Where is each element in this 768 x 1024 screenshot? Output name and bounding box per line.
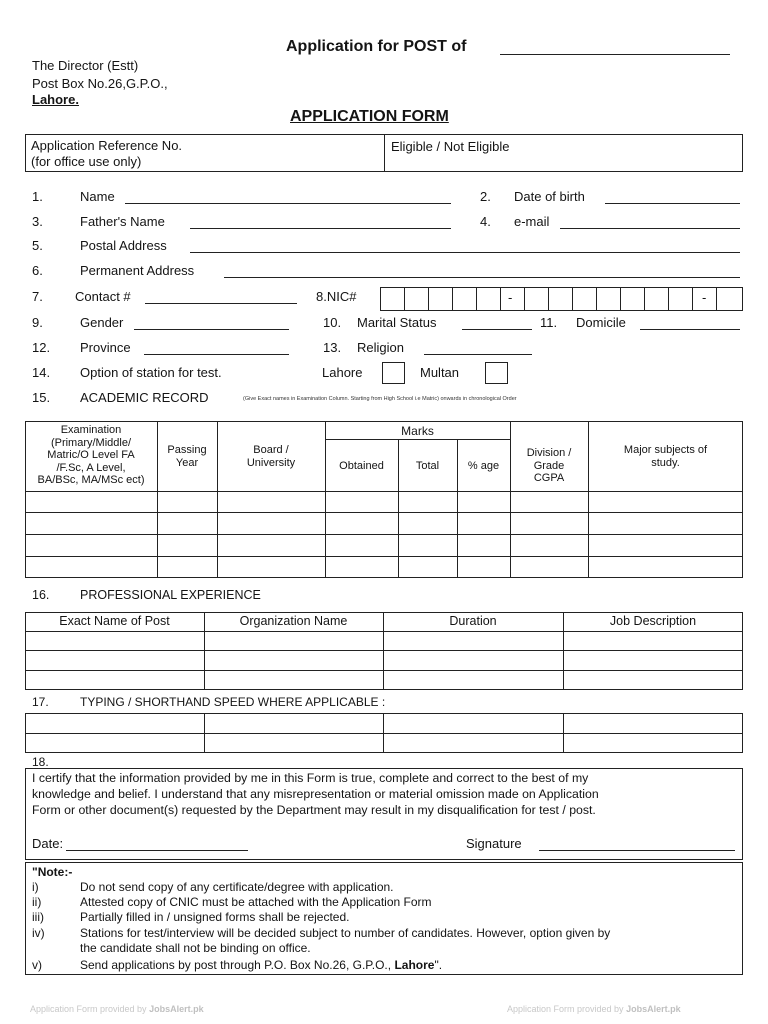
note-5-text-end: ". <box>434 958 443 972</box>
footer-right-text: Application Form provided by <box>507 1004 624 1014</box>
nic-divider <box>428 287 429 311</box>
note-4-text-line-2: the candidate shall not be binding on office. <box>80 941 311 955</box>
field-17-number: 17. <box>32 695 49 709</box>
col-division-line: CGPA <box>533 472 565 484</box>
table-row-line <box>25 631 743 632</box>
note-4-number: iv) <box>32 926 45 940</box>
name-field[interactable] <box>125 203 451 204</box>
nic-divider <box>524 287 525 311</box>
eligibility-label: Eligible / Not Eligible <box>391 139 510 154</box>
form-title: APPLICATION FORM <box>290 108 449 125</box>
field-12-number: 12. <box>32 340 51 355</box>
col-examination-header <box>25 424 157 487</box>
col-post-name-header: Exact Name of Post <box>59 614 170 628</box>
nic-dash-1: - <box>508 290 513 305</box>
address-line-2: Post Box No.26,G.P.O., <box>32 76 168 91</box>
signature-label: Signature <box>466 836 522 851</box>
typing-speed-heading: TYPING / SHORTHAND SPEED WHERE APPLICABLE : <box>80 695 386 709</box>
note-5-lahore: Lahore <box>394 958 435 972</box>
col-division-line: Grade <box>533 459 565 472</box>
dob-field[interactable] <box>605 203 740 204</box>
note-2-text: Attested copy of CNIC must be attached with the Application Form <box>80 895 432 909</box>
field-6-number: 6. <box>32 263 43 278</box>
note-3-number: iii) <box>32 910 44 924</box>
col-major-line: study. <box>651 456 680 469</box>
table-row-line <box>25 512 743 513</box>
nic-divider <box>668 287 669 311</box>
col-passing-year-header <box>157 444 217 469</box>
note-4-text-line-1: Stations for test/interview will be decided subject to number of candidates. However, option given by <box>80 926 611 940</box>
note-1-number: i) <box>32 880 39 894</box>
note-2-number: ii) <box>32 895 42 909</box>
address-line-1: The Director (Estt) <box>32 58 139 73</box>
note-3-text: Partially filled in / unsigned forms shall be rejected. <box>80 910 350 924</box>
col-organization-header: Organization Name <box>239 614 348 628</box>
contact-field[interactable] <box>145 303 297 304</box>
col-job-description-header: Job Description <box>609 614 697 628</box>
col-duration-header: Duration <box>449 614 497 628</box>
post-title: Application for POST of <box>286 38 467 55</box>
footer-left-text: Application Form provided by <box>30 1004 147 1014</box>
nic-input-boxes[interactable] <box>380 287 743 311</box>
col-passing-line: Year <box>175 456 199 469</box>
nic-divider <box>620 287 621 311</box>
ref-no-label: Application Reference No. <box>31 138 183 153</box>
field-4-number: 4. <box>480 214 491 229</box>
field-10-number: 10. <box>323 315 342 330</box>
nic-divider <box>476 287 477 311</box>
table-col-line <box>510 421 511 578</box>
domicile-field[interactable] <box>640 329 740 330</box>
field-16-number: 16. <box>32 588 50 602</box>
religion-label: Religion <box>357 340 404 355</box>
col-board-line: Board / <box>253 444 289 456</box>
dob-label: Date of birth <box>514 189 585 204</box>
station-option-label: Option of station for test. <box>80 365 222 380</box>
declaration-text-line-1: I certify that the information provided by me in this Form is true, complete and correct to the best of my <box>32 771 589 785</box>
col-exam-line: Matric/O Level FA <box>47 449 135 461</box>
domicile-label: Domicile <box>576 315 626 330</box>
nic-dash-2: - <box>702 290 707 305</box>
table-row-line <box>325 439 510 440</box>
father-name-field[interactable] <box>190 228 451 229</box>
col-obtained-header: Obtained <box>339 460 384 472</box>
note-5-number: v) <box>32 958 42 972</box>
post-title-line[interactable] <box>500 54 730 55</box>
nic-divider <box>452 287 453 311</box>
gender-field[interactable] <box>134 329 289 330</box>
note-1-text: Do not send copy of any certificate/degree with application. <box>80 880 394 894</box>
gender-label: Gender <box>80 315 124 330</box>
date-label: Date: <box>32 836 64 851</box>
field-7-number: 7. <box>32 289 43 304</box>
table-row-line <box>25 733 743 734</box>
email-field[interactable] <box>560 228 740 229</box>
field-13-number: 13. <box>323 340 342 355</box>
nic-divider <box>548 287 549 311</box>
email-label: e-mail <box>514 214 550 229</box>
station-lahore-label: Lahore <box>322 365 363 380</box>
table-row-line <box>25 650 743 651</box>
province-field[interactable] <box>144 354 289 355</box>
field-15-number: 15. <box>32 390 51 405</box>
footer-left <box>30 1004 204 1014</box>
contact-label: Contact # <box>75 289 131 304</box>
station-lahore-checkbox[interactable] <box>382 362 405 384</box>
field-3-number: 3. <box>32 214 43 229</box>
marital-status-label: Marital Status <box>357 315 437 330</box>
religion-field[interactable] <box>424 354 532 355</box>
station-multan-label: Multan <box>420 365 460 380</box>
permanent-address-label: Permanent Address <box>80 263 195 278</box>
col-marks-header: Marks <box>401 424 434 438</box>
field-18-number: 18. <box>32 755 49 769</box>
table-col-line <box>325 421 326 578</box>
office-box-divider <box>384 134 385 172</box>
col-exam-line: BA/BSc, MA/MSc ect) <box>37 474 145 486</box>
academic-record-heading: ACADEMIC RECORD <box>80 390 209 405</box>
professional-experience-heading: PROFESSIONAL EXPERIENCE <box>80 588 261 602</box>
col-exam-line: /F.Sc, A Level, <box>56 461 126 474</box>
col-exam-line: (Primary/Middle/ <box>50 436 132 449</box>
col-exam-line: Examination <box>60 424 122 436</box>
footer-right-brand[interactable]: JobsAlert.pk <box>626 1004 681 1014</box>
note-5-text-start: Send applications by post through P.O. Box No.26, G.P.O., <box>80 958 392 972</box>
field-9-number: 9. <box>32 315 43 330</box>
nic-divider <box>404 287 405 311</box>
nic-divider <box>500 287 501 311</box>
address-line-3: Lahore. <box>32 92 79 107</box>
col-division-header <box>510 447 588 485</box>
footer-left-brand[interactable]: JobsAlert.pk <box>149 1004 204 1014</box>
nic-divider <box>596 287 597 311</box>
station-multan-checkbox[interactable] <box>485 362 508 384</box>
col-percentage-header: % age <box>467 460 500 472</box>
ref-no-sublabel: (for office use only) <box>31 154 142 169</box>
col-board-line: University <box>246 456 296 469</box>
field-2-number: 2. <box>480 189 491 204</box>
nic-divider <box>644 287 645 311</box>
nic-divider <box>692 287 693 311</box>
nic-divider <box>716 287 717 311</box>
col-total-header: Total <box>415 460 440 472</box>
field-5-number: 5. <box>32 238 43 253</box>
field-14-number: 14. <box>32 365 51 380</box>
academic-record-note: (Give Exact names in Examination Column. Starting from High School i.e Matric) onwards in chronological Order <box>243 396 517 402</box>
col-division-line: Division / <box>526 447 572 459</box>
nic-divider <box>572 287 573 311</box>
col-major-subjects-header <box>588 444 743 469</box>
postal-address-field[interactable] <box>190 252 740 253</box>
father-name-label: Father's Name <box>80 214 165 229</box>
date-field[interactable] <box>66 850 248 851</box>
table-row-line <box>25 491 743 492</box>
declaration-text-line-2: knowledge and belief. I understand that any misrepresentation or material omission made on Application <box>32 787 599 801</box>
col-passing-line: Passing <box>167 444 207 456</box>
table-row-line <box>25 556 743 557</box>
declaration-text-line-3: Form or other document(s) requested by the Department may result in my disqualification for test / post. <box>32 803 596 817</box>
col-major-line: Major subjects of <box>623 444 708 456</box>
footer-right <box>507 1004 681 1014</box>
marital-status-field[interactable] <box>462 329 532 330</box>
name-label: Name <box>80 189 115 204</box>
nic-label: 8.NIC# <box>316 289 357 304</box>
col-board-header <box>217 444 325 469</box>
field-11-number: 11. <box>540 315 558 330</box>
postal-address-label: Postal Address <box>80 238 167 253</box>
table-row-line <box>25 534 743 535</box>
table-row-line <box>25 670 743 671</box>
permanent-address-field[interactable] <box>224 277 740 278</box>
note-heading: "Note:- <box>32 865 73 879</box>
signature-field[interactable] <box>539 850 735 851</box>
field-1-number: 1. <box>32 189 43 204</box>
note-5-text <box>80 958 442 972</box>
province-label: Province <box>80 340 131 355</box>
